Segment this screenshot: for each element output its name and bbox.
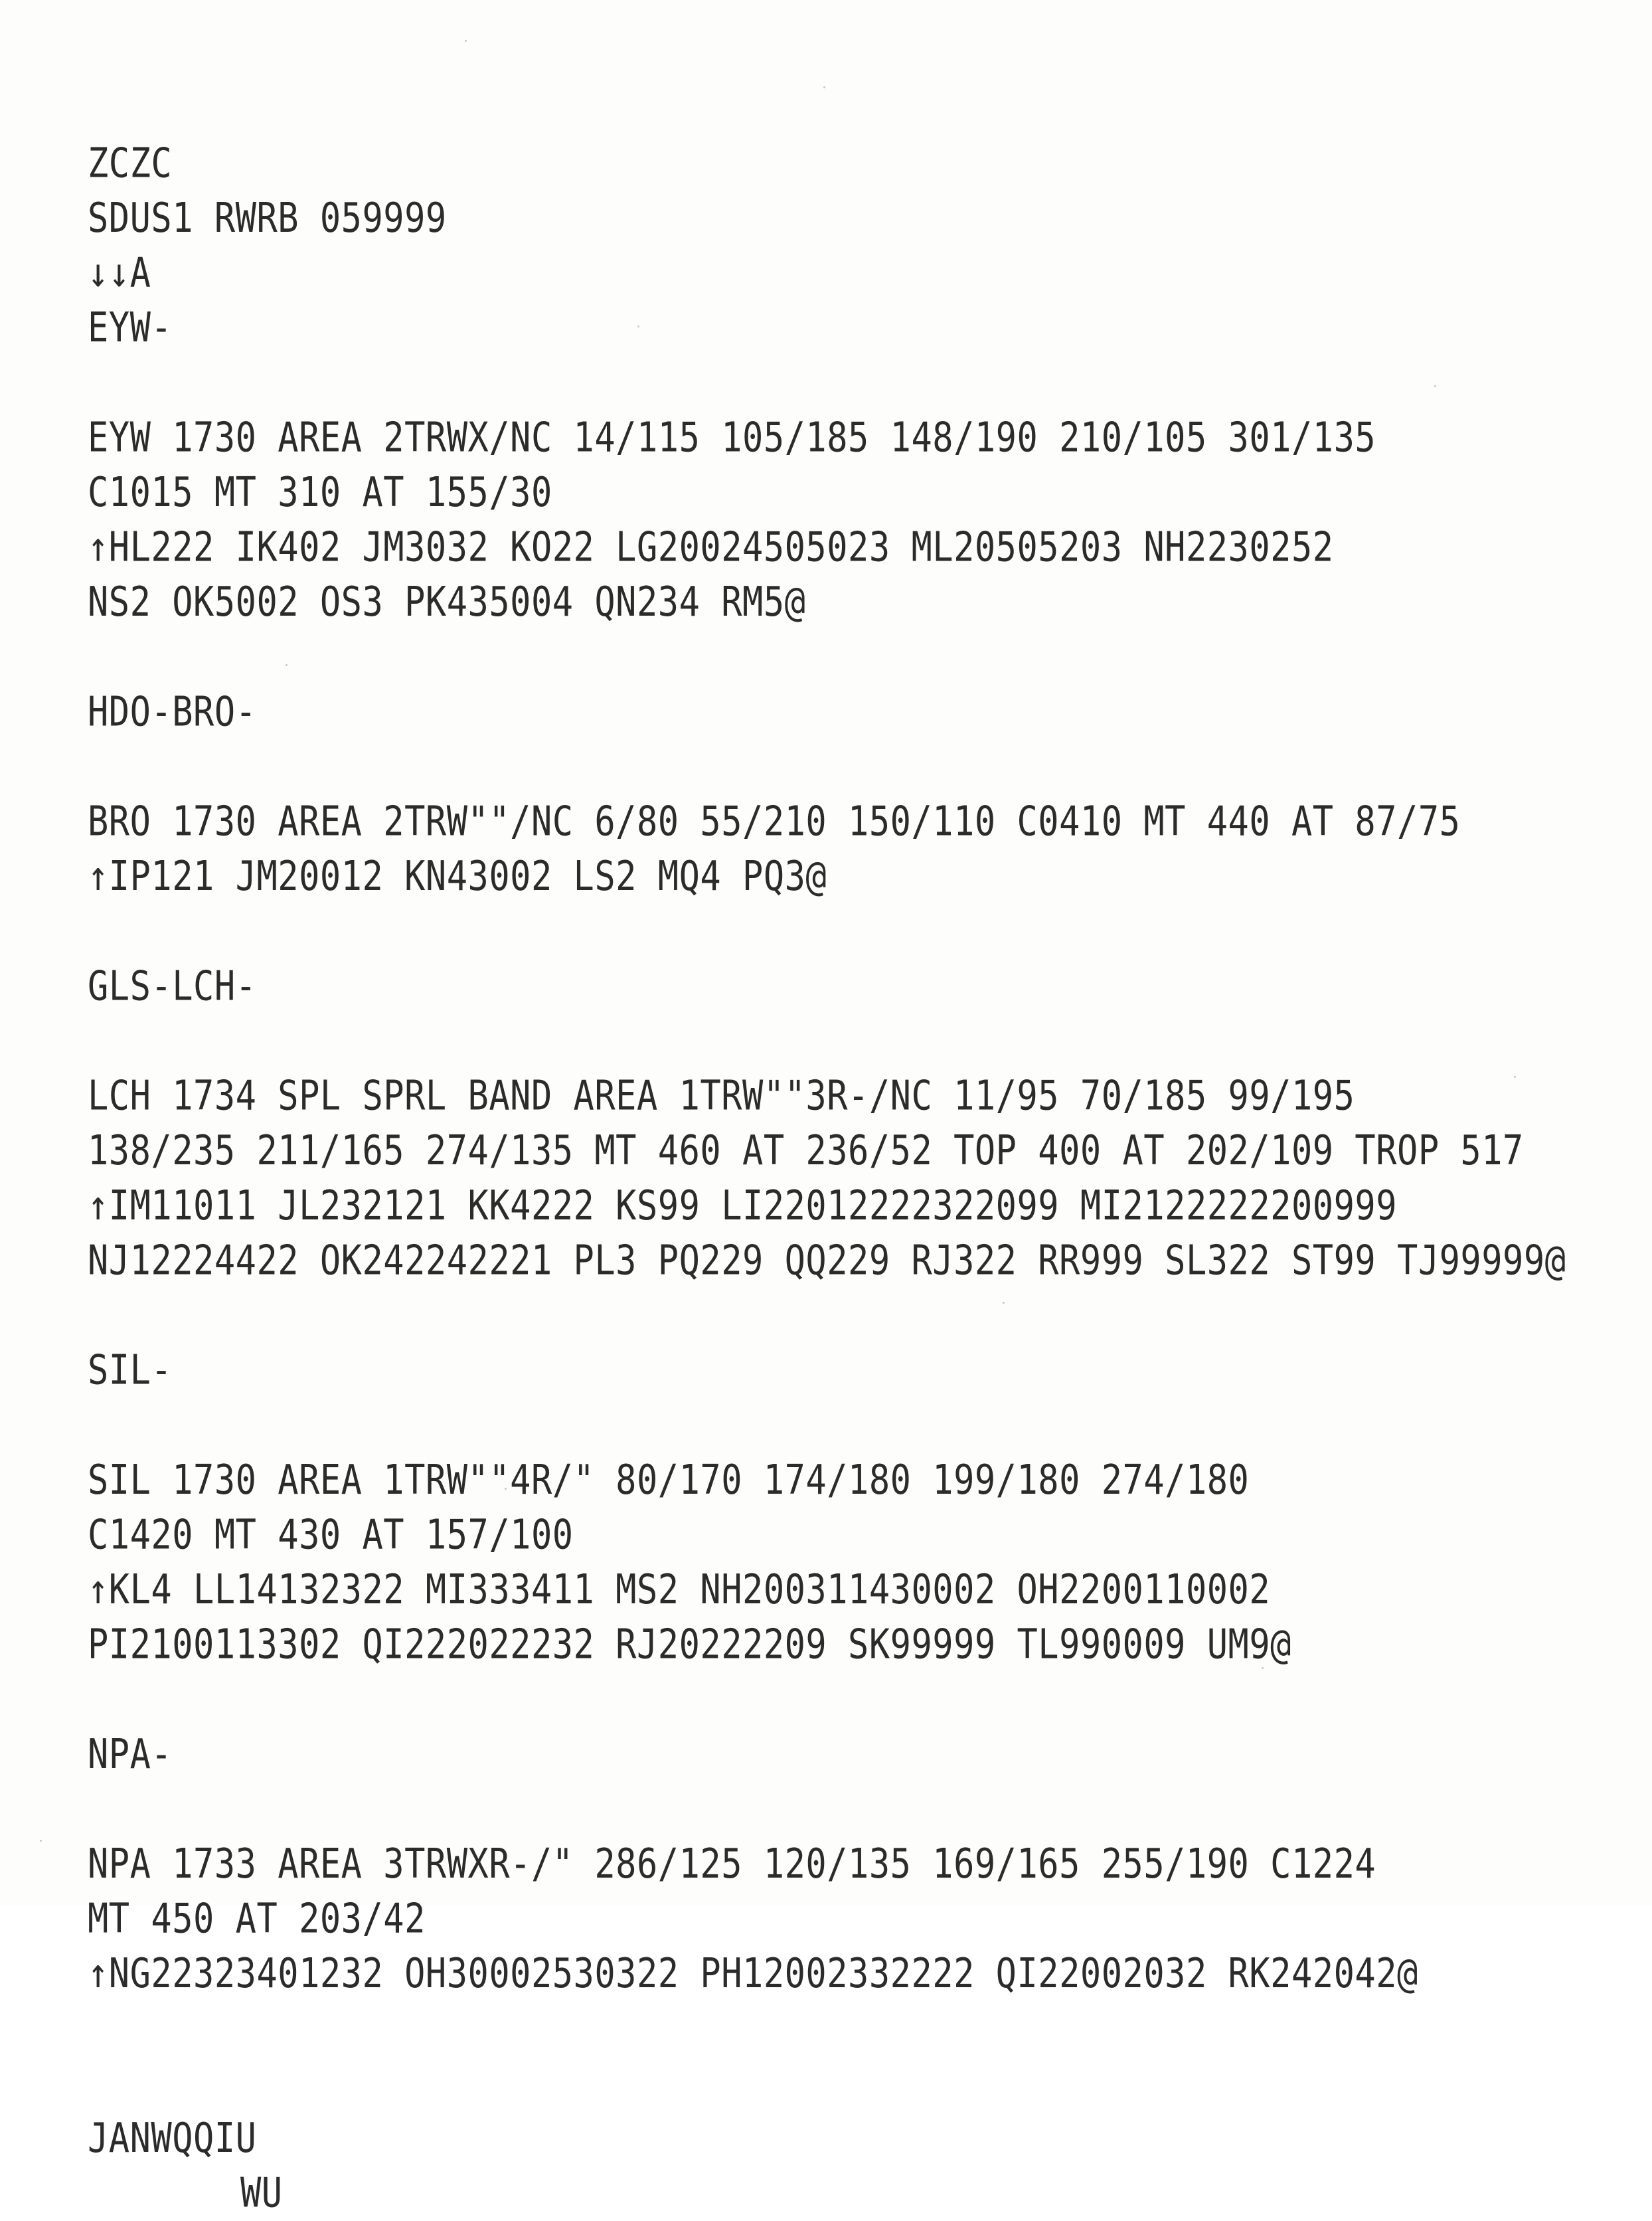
paper-speck [40,1840,42,1842]
paper-speck [465,40,467,42]
footer-line: JANWQQIU [88,2115,257,2163]
report-line: PI2100113302 QI222022232 RJ20222209 SK99999 TL990009 UM9@ [88,1621,1291,1668]
section-label: SIL- [88,1347,173,1394]
report-line: ↑NG22323401232 OH30002530322 PH12002332222 QI22002032 RK242042@ [88,1950,1418,1998]
report-line: 138/235 211/165 274/135 MT 460 AT 236/52 TOP 400 AT 202/109 TROP 517 [88,1127,1524,1175]
report-line: C1015 MT 310 AT 155/30 [88,469,552,517]
report-line: ↑IM11011 JL232121 KK4222 KS99 LI22012222322099 MI2122222200999 [88,1182,1398,1230]
footer-line: WU [240,2170,283,2217]
report-line: ↑HL222 IK402 JM3032 KO22 LG20024505023 ML20505203 NH2230252 [88,524,1334,571]
report-line: C1420 MT 430 AT 157/100 [88,1511,574,1559]
report-line: BRO 1730 AREA 2TRW""/NC 6/80 55/210 150/110 C0410 MT 440 AT 87/75 [88,798,1461,845]
section-label: NPA- [88,1731,173,1779]
section-label: EYW- [88,304,173,352]
report-line: NJ12224422 OK242242221 PL3 PQ229 QQ229 RJ322 RR999 SL322 ST99 TJ99999@ [88,1237,1566,1285]
section-label: GLS-LCH- [88,962,257,1010]
paper-speck [823,86,825,88]
header-line: ZCZC [88,139,173,187]
report-line: ↑IP121 JM20012 KN43002 LS2 MQ4 PQ3@ [88,853,827,901]
section-label: HDO-BRO- [88,688,257,736]
teletype-text [88,136,1615,2221]
report-line: LCH 1734 SPL SPRL BAND AREA 1TRW""3R-/NC 11/95 70/185 99/195 [88,1073,1355,1120]
report-line: MT 450 AT 203/42 [88,1896,426,1943]
report-line: ↑KL4 LL14132322 MI333411 MS2 NH200311430002 OH2200110002 [88,1566,1271,1614]
report-line: SIL 1730 AREA 1TRW""4R/" 80/170 174/180 199/180 274/180 [88,1457,1250,1504]
report-line: NPA 1733 AREA 3TRWXR-/" 286/125 120/135 169/165 255/190 C1224 [88,1840,1376,1888]
header-line: ↓↓A [88,250,151,297]
report-line: NS2 OK5002 OS3 PK435004 QN234 RM5@ [88,578,806,626]
header-line: SDUS1 RWRB 059999 [88,195,447,242]
report-line: EYW 1730 AREA 2TRWX/NC 14/115 105/185 148/190 210/105 301/135 [88,414,1376,462]
